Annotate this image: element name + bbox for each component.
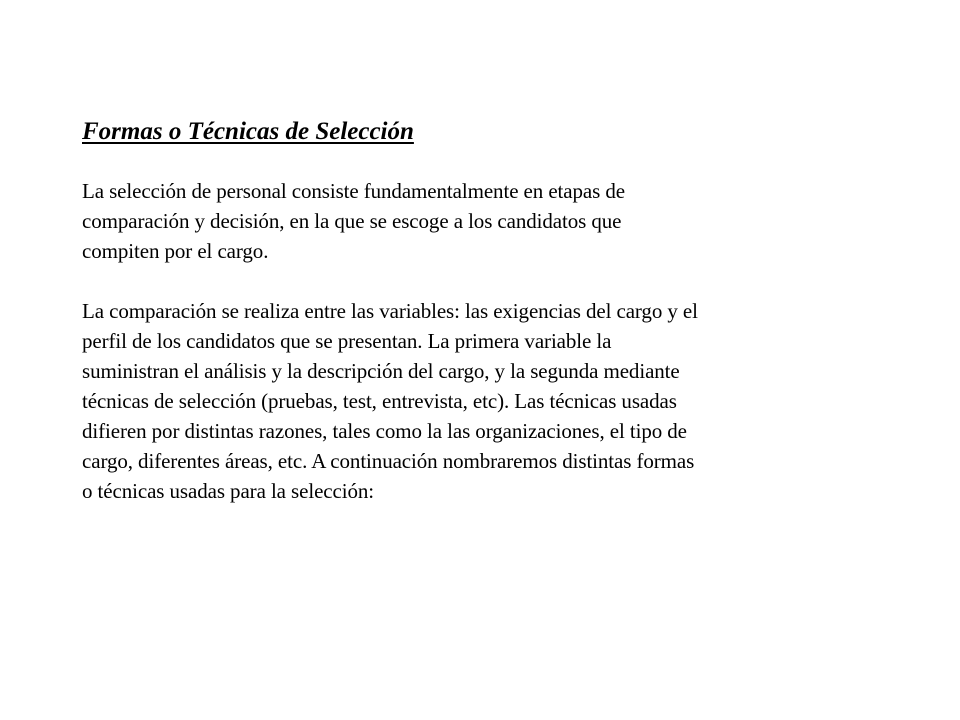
text-line: La comparación se realiza entre las variables: las exigencias del cargo y el — [82, 299, 698, 323]
text-line: o técnicas usadas para la selección: — [82, 479, 375, 503]
slide-content — [82, 113, 902, 506]
text-line: cargo, diferentes áreas, etc. A continuación nombraremos distintas formas — [82, 449, 695, 473]
text-line: compiten por el cargo. — [82, 239, 269, 263]
paragraph-comparison — [82, 296, 902, 506]
text-line: perfil de los candidatos que se presentan. La primera variable la — [82, 329, 612, 353]
text-line: La selección de personal consiste fundamentalmente en etapas de — [82, 179, 625, 203]
text-line: suministran el análisis y la descripción del cargo, y la segunda mediante — [82, 359, 680, 383]
slide-title: Formas o Técnicas de Selección — [82, 118, 414, 145]
paragraph-intro — [82, 176, 902, 266]
text-line: comparación y decisión, en la que se escoge a los candidatos que — [82, 209, 622, 233]
text-line: técnicas de selección (pruebas, test, entrevista, etc). Las técnicas usadas — [82, 389, 677, 413]
text-line: difieren por distintas razones, tales como la las organizaciones, el tipo de — [82, 419, 687, 443]
